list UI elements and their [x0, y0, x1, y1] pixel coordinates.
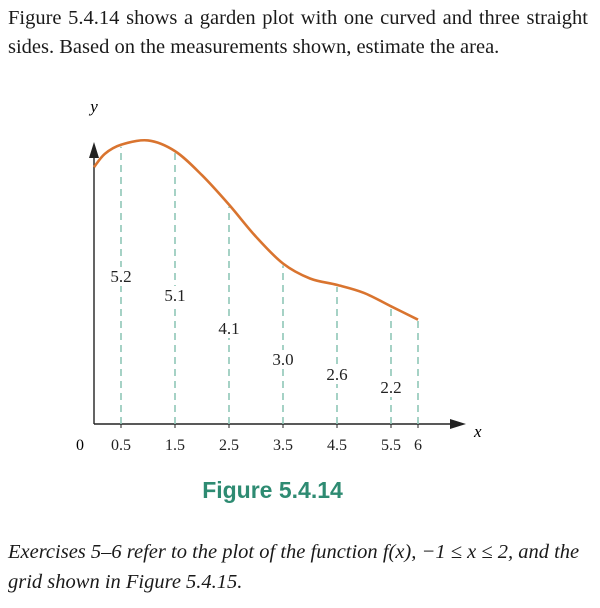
- y-axis-arrow: [89, 142, 99, 158]
- domain-range: −1 ≤ x ≤ 2: [421, 541, 508, 563]
- measurement-label-0: 5.2: [110, 267, 132, 286]
- measurement-label-3: 3.0: [272, 350, 294, 369]
- function-notation: f(x): [382, 541, 412, 563]
- x-tick-label-5: 5.5: [381, 437, 401, 454]
- exercises-text-1: Exercises 5–6 refer to the plot of the function: [8, 541, 383, 563]
- origin-label: 0: [76, 437, 84, 454]
- exercises-note: [8, 537, 593, 597]
- measurement-label-1: 5.1: [164, 286, 186, 305]
- axes: [89, 142, 466, 429]
- x-tick-label-4: 4.5: [327, 437, 347, 454]
- measurement-label-5: 2.2: [380, 378, 402, 397]
- measurement-label-4: 2.6: [326, 365, 348, 384]
- measurement-labels: [107, 267, 405, 397]
- exercises-text-2: ,: [411, 541, 422, 563]
- x-tick-label-6: 6: [414, 437, 422, 454]
- exercises-text-3: , and the grid shown in Figure 5.4.15.: [8, 541, 580, 593]
- x-tick-label-0: 0.5: [111, 437, 131, 454]
- problem-statement: Figure 5.4.14 shows a garden plot with one curved and three straight sides. Based on the measurements shown, estimate the area.: [8, 7, 588, 58]
- garden-curve: [94, 140, 418, 319]
- measurement-label-2: 4.1: [218, 319, 240, 338]
- x-axis-label: x: [474, 422, 482, 441]
- x-tick-label-3: 3.5: [273, 437, 293, 454]
- x-tick-label-1: 1.5: [165, 437, 185, 454]
- y-axis-label: y: [90, 97, 98, 116]
- x-tick-label-2: 2.5: [219, 437, 239, 454]
- x-axis-arrow: [450, 419, 466, 429]
- figure-caption: Figure 5.4.14: [202, 477, 343, 503]
- x-tick-labels: [111, 424, 422, 454]
